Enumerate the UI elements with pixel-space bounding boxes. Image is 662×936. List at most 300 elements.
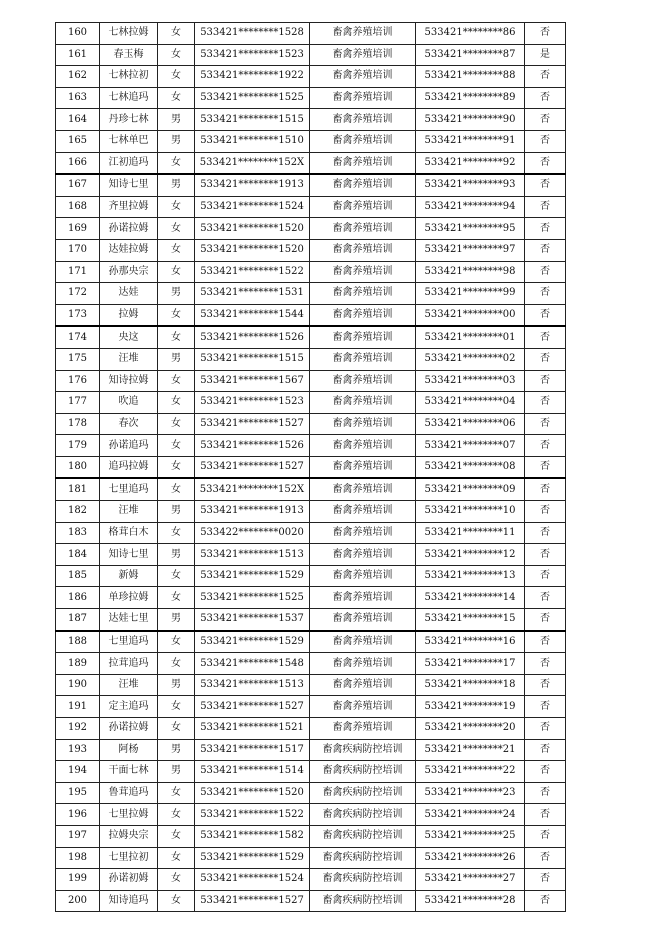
table-row — [56, 435, 566, 457]
row-number: 186 — [56, 587, 100, 609]
flag-cell: 否 — [525, 761, 566, 783]
gender-cell: 女 — [158, 587, 195, 609]
gender-cell: 男 — [158, 501, 195, 523]
table-row — [56, 66, 566, 88]
gender-cell: 女 — [158, 196, 195, 218]
gender-cell: 女 — [158, 782, 195, 804]
flag-cell: 否 — [525, 66, 566, 88]
id-number-cell: 533422********0020 — [195, 522, 310, 544]
id-number-cell: 533421********1526 — [195, 435, 310, 457]
gender-cell: 女 — [158, 696, 195, 718]
flag-cell: 否 — [525, 544, 566, 566]
flag-cell: 否 — [525, 674, 566, 696]
row-number: 183 — [56, 522, 100, 544]
trainee-name: 孙诺追玛 — [100, 435, 158, 457]
id-number-cell: 533421********1527 — [195, 696, 310, 718]
flag-cell: 否 — [525, 174, 566, 196]
table-row — [56, 261, 566, 283]
trainee-name: 吹追 — [100, 392, 158, 414]
account-number-cell: 533421********09 — [416, 478, 525, 500]
trainee-name: 汪堆 — [100, 348, 158, 370]
row-number: 172 — [56, 283, 100, 305]
table-row — [56, 674, 566, 696]
account-number-cell: 533421********12 — [416, 544, 525, 566]
course-name-cell: 畜禽养殖培训 — [310, 413, 416, 435]
row-number: 171 — [56, 261, 100, 283]
trainee-name: 汪堆 — [100, 674, 158, 696]
id-number-cell: 533421********1510 — [195, 130, 310, 152]
row-number: 175 — [56, 348, 100, 370]
row-number: 170 — [56, 239, 100, 261]
id-number-cell: 533421********1548 — [195, 653, 310, 675]
id-number-cell: 533421********1513 — [195, 674, 310, 696]
gender-cell: 男 — [158, 174, 195, 196]
course-name-cell: 畜禽养殖培训 — [310, 696, 416, 718]
course-name-cell: 畜禽养殖培训 — [310, 261, 416, 283]
row-number: 165 — [56, 130, 100, 152]
row-number: 185 — [56, 565, 100, 587]
table-row — [56, 413, 566, 435]
account-number-cell: 533421********27 — [416, 869, 525, 891]
table-row — [56, 23, 566, 45]
table-row — [56, 522, 566, 544]
gender-cell: 女 — [158, 261, 195, 283]
id-number-cell: 533421********1922 — [195, 66, 310, 88]
id-number-cell: 533421********1515 — [195, 348, 310, 370]
gender-cell: 女 — [158, 718, 195, 740]
trainee-name: 定主追玛 — [100, 696, 158, 718]
course-name-cell: 畜禽养殖培训 — [310, 501, 416, 523]
table-row — [56, 761, 566, 783]
id-number-cell: 533421********1517 — [195, 739, 310, 761]
course-name-cell: 畜禽养殖培训 — [310, 196, 416, 218]
flag-cell: 否 — [525, 370, 566, 392]
course-name-cell: 畜禽养殖培训 — [310, 435, 416, 457]
flag-cell: 否 — [525, 239, 566, 261]
gender-cell: 男 — [158, 739, 195, 761]
flag-cell: 否 — [525, 631, 566, 653]
trainee-name: 达娃 — [100, 283, 158, 305]
trainee-name: 知诗拉姆 — [100, 370, 158, 392]
row-number: 166 — [56, 152, 100, 174]
flag-cell: 否 — [525, 739, 566, 761]
id-number-cell: 533421********1529 — [195, 631, 310, 653]
trainee-name: 春玉梅 — [100, 44, 158, 66]
account-number-cell: 533421********21 — [416, 739, 525, 761]
account-number-cell: 533421********18 — [416, 674, 525, 696]
course-name-cell: 畜禽养殖培训 — [310, 522, 416, 544]
id-number-cell: 533421********1527 — [195, 456, 310, 478]
table-row — [56, 152, 566, 174]
account-number-cell: 533421********28 — [416, 890, 525, 912]
account-number-cell: 533421********01 — [416, 326, 525, 348]
gender-cell: 女 — [158, 370, 195, 392]
account-number-cell: 533421********04 — [416, 392, 525, 414]
row-number: 181 — [56, 478, 100, 500]
id-number-cell: 533421********1531 — [195, 283, 310, 305]
row-number: 188 — [56, 631, 100, 653]
course-name-cell: 畜禽养殖培训 — [310, 653, 416, 675]
course-name-cell: 畜禽养殖培训 — [310, 326, 416, 348]
gender-cell: 女 — [158, 23, 195, 45]
trainee-name: 七林拉姆 — [100, 23, 158, 45]
table-row — [56, 782, 566, 804]
gender-cell: 女 — [158, 392, 195, 414]
flag-cell: 否 — [525, 413, 566, 435]
flag-cell: 否 — [525, 326, 566, 348]
trainee-name: 干面七林 — [100, 761, 158, 783]
course-name-cell: 畜禽养殖培训 — [310, 239, 416, 261]
row-number: 193 — [56, 739, 100, 761]
course-name-cell: 畜禽养殖培训 — [310, 109, 416, 131]
trainee-name: 七林单巴 — [100, 130, 158, 152]
flag-cell: 否 — [525, 283, 566, 305]
id-number-cell: 533421********1529 — [195, 847, 310, 869]
trainee-name: 孙诺拉姆 — [100, 718, 158, 740]
id-number-cell: 533421********1527 — [195, 413, 310, 435]
gender-cell: 男 — [158, 674, 195, 696]
gender-cell: 女 — [158, 478, 195, 500]
row-number: 190 — [56, 674, 100, 696]
gender-cell: 女 — [158, 435, 195, 457]
id-number-cell: 533421********1513 — [195, 544, 310, 566]
row-number: 163 — [56, 87, 100, 109]
table-row — [56, 130, 566, 152]
id-number-cell: 533421********1523 — [195, 392, 310, 414]
table-row — [56, 631, 566, 653]
account-number-cell: 533421********87 — [416, 44, 525, 66]
gender-cell: 女 — [158, 152, 195, 174]
trainee-name: 齐里拉姆 — [100, 196, 158, 218]
table-row — [56, 890, 566, 912]
account-number-cell: 533421********00 — [416, 304, 525, 326]
table-row — [56, 283, 566, 305]
table-row — [56, 109, 566, 131]
account-number-cell: 533421********86 — [416, 23, 525, 45]
row-number: 199 — [56, 869, 100, 891]
account-number-cell: 533421********25 — [416, 825, 525, 847]
account-number-cell: 533421********99 — [416, 283, 525, 305]
gender-cell: 女 — [158, 653, 195, 675]
account-number-cell: 533421********03 — [416, 370, 525, 392]
course-name-cell: 畜禽养殖培训 — [310, 304, 416, 326]
id-number-cell: 533421********1520 — [195, 782, 310, 804]
row-number: 182 — [56, 501, 100, 523]
row-number: 198 — [56, 847, 100, 869]
row-number: 179 — [56, 435, 100, 457]
account-number-cell: 533421********98 — [416, 261, 525, 283]
account-number-cell: 533421********08 — [416, 456, 525, 478]
account-number-cell: 533421********23 — [416, 782, 525, 804]
id-number-cell: 533421********1525 — [195, 587, 310, 609]
course-name-cell: 畜禽疾病防控培训 — [310, 825, 416, 847]
gender-cell: 女 — [158, 522, 195, 544]
course-name-cell: 畜禽养殖培训 — [310, 130, 416, 152]
id-number-cell: 533421********1525 — [195, 87, 310, 109]
table-row — [56, 218, 566, 240]
flag-cell: 否 — [525, 653, 566, 675]
table-row — [56, 587, 566, 609]
account-number-cell: 533421********07 — [416, 435, 525, 457]
gender-cell: 男 — [158, 109, 195, 131]
course-name-cell: 畜禽疾病防控培训 — [310, 782, 416, 804]
flag-cell: 否 — [525, 782, 566, 804]
table-row — [56, 804, 566, 826]
flag-cell: 否 — [525, 456, 566, 478]
trainee-name: 孙诺初姆 — [100, 869, 158, 891]
gender-cell: 女 — [158, 565, 195, 587]
row-number: 160 — [56, 23, 100, 45]
row-number: 192 — [56, 718, 100, 740]
flag-cell: 否 — [525, 196, 566, 218]
row-number: 162 — [56, 66, 100, 88]
account-number-cell: 533421********90 — [416, 109, 525, 131]
course-name-cell: 畜禽养殖培训 — [310, 587, 416, 609]
course-name-cell: 畜禽养殖培训 — [310, 218, 416, 240]
gender-cell: 男 — [158, 544, 195, 566]
flag-cell: 否 — [525, 587, 566, 609]
id-number-cell: 533421********1526 — [195, 326, 310, 348]
row-number: 180 — [56, 456, 100, 478]
flag-cell: 否 — [525, 109, 566, 131]
table-row — [56, 869, 566, 891]
id-number-cell: 533421********1524 — [195, 869, 310, 891]
account-number-cell: 533421********93 — [416, 174, 525, 196]
course-name-cell: 畜禽养殖培训 — [310, 609, 416, 631]
table-row — [56, 174, 566, 196]
account-number-cell: 533421********11 — [416, 522, 525, 544]
account-number-cell: 533421********14 — [416, 587, 525, 609]
course-name-cell: 畜禽养殖培训 — [310, 565, 416, 587]
flag-cell: 否 — [525, 847, 566, 869]
flag-cell: 否 — [525, 501, 566, 523]
trainee-name: 春次 — [100, 413, 158, 435]
trainee-name: 七里拉初 — [100, 847, 158, 869]
account-number-cell: 533421********91 — [416, 130, 525, 152]
account-number-cell: 533421********95 — [416, 218, 525, 240]
gender-cell: 女 — [158, 890, 195, 912]
course-name-cell: 畜禽养殖培训 — [310, 631, 416, 653]
gender-cell: 女 — [158, 304, 195, 326]
row-number: 164 — [56, 109, 100, 131]
row-number: 194 — [56, 761, 100, 783]
trainee-name: 知诗追玛 — [100, 890, 158, 912]
flag-cell: 否 — [525, 435, 566, 457]
trainee-name: 七林追玛 — [100, 87, 158, 109]
course-name-cell: 畜禽养殖培训 — [310, 456, 416, 478]
course-name-cell: 畜禽养殖培训 — [310, 674, 416, 696]
trainee-name: 七里拉姆 — [100, 804, 158, 826]
account-number-cell: 533421********97 — [416, 239, 525, 261]
course-name-cell: 畜禽疾病防控培训 — [310, 890, 416, 912]
table-row — [56, 87, 566, 109]
id-number-cell: 533421********152X — [195, 152, 310, 174]
gender-cell: 女 — [158, 239, 195, 261]
trainee-name: 达娃拉姆 — [100, 239, 158, 261]
id-number-cell: 533421********1521 — [195, 718, 310, 740]
id-number-cell: 533421********1520 — [195, 218, 310, 240]
table-row — [56, 544, 566, 566]
gender-cell: 男 — [158, 609, 195, 631]
table-row — [56, 739, 566, 761]
flag-cell: 否 — [525, 565, 566, 587]
table-row — [56, 44, 566, 66]
flag-cell: 否 — [525, 478, 566, 500]
trainee-name: 达娃七里 — [100, 609, 158, 631]
account-number-cell: 533421********17 — [416, 653, 525, 675]
id-number-cell: 533421********1567 — [195, 370, 310, 392]
course-name-cell: 畜禽养殖培训 — [310, 66, 416, 88]
table-row — [56, 609, 566, 631]
trainee-name: 孙那央宗 — [100, 261, 158, 283]
gender-cell: 男 — [158, 130, 195, 152]
trainee-name: 新姆 — [100, 565, 158, 587]
flag-cell: 否 — [525, 522, 566, 544]
trainee-name: 格茸白木 — [100, 522, 158, 544]
trainee-name: 单珍拉姆 — [100, 587, 158, 609]
gender-cell: 女 — [158, 847, 195, 869]
trainee-name: 七里追玛 — [100, 478, 158, 500]
table-row — [56, 370, 566, 392]
row-number: 178 — [56, 413, 100, 435]
id-number-cell: 533421********1528 — [195, 23, 310, 45]
course-name-cell: 畜禽养殖培训 — [310, 392, 416, 414]
course-name-cell: 畜禽疾病防控培训 — [310, 739, 416, 761]
table-row — [56, 653, 566, 675]
gender-cell: 女 — [158, 87, 195, 109]
row-number: 161 — [56, 44, 100, 66]
course-name-cell: 畜禽养殖培训 — [310, 370, 416, 392]
account-number-cell: 533421********06 — [416, 413, 525, 435]
row-number: 187 — [56, 609, 100, 631]
table-row — [56, 348, 566, 370]
table-row — [56, 718, 566, 740]
gender-cell: 女 — [158, 825, 195, 847]
trainee-name: 知诗七里 — [100, 174, 158, 196]
course-name-cell: 畜禽疾病防控培训 — [310, 761, 416, 783]
trainee-name: 江初追玛 — [100, 152, 158, 174]
account-number-cell: 533421********20 — [416, 718, 525, 740]
table-row — [56, 478, 566, 500]
account-number-cell: 533421********26 — [416, 847, 525, 869]
flag-cell: 否 — [525, 696, 566, 718]
table-row — [56, 456, 566, 478]
course-name-cell: 畜禽养殖培训 — [310, 23, 416, 45]
flag-cell: 否 — [525, 869, 566, 891]
course-name-cell: 畜禽养殖培训 — [310, 348, 416, 370]
account-number-cell: 533421********10 — [416, 501, 525, 523]
id-number-cell: 533421********1522 — [195, 261, 310, 283]
flag-cell: 否 — [525, 804, 566, 826]
id-number-cell: 533421********1523 — [195, 44, 310, 66]
trainee-name: 孙诺拉姆 — [100, 218, 158, 240]
row-number: 176 — [56, 370, 100, 392]
flag-cell: 否 — [525, 392, 566, 414]
account-number-cell: 533421********94 — [416, 196, 525, 218]
gender-cell: 女 — [158, 326, 195, 348]
flag-cell: 否 — [525, 718, 566, 740]
account-number-cell: 533421********19 — [416, 696, 525, 718]
id-number-cell: 533421********1524 — [195, 196, 310, 218]
account-number-cell: 533421********13 — [416, 565, 525, 587]
row-number: 195 — [56, 782, 100, 804]
gender-cell: 女 — [158, 413, 195, 435]
course-name-cell: 畜禽疾病防控培训 — [310, 804, 416, 826]
gender-cell: 女 — [158, 456, 195, 478]
course-name-cell: 畜禽养殖培训 — [310, 544, 416, 566]
id-number-cell: 533421********1537 — [195, 609, 310, 631]
row-number: 173 — [56, 304, 100, 326]
trainee-name: 拉姆央宗 — [100, 825, 158, 847]
flag-cell: 否 — [525, 152, 566, 174]
flag-cell: 否 — [525, 609, 566, 631]
course-name-cell: 畜禽养殖培训 — [310, 87, 416, 109]
trainee-name: 丹珍七林 — [100, 109, 158, 131]
trainee-name: 知诗七里 — [100, 544, 158, 566]
roster-table-body — [56, 23, 566, 912]
id-number-cell: 533421********1514 — [195, 761, 310, 783]
course-name-cell: 畜禽养殖培训 — [310, 283, 416, 305]
trainee-name: 七林拉初 — [100, 66, 158, 88]
row-number: 168 — [56, 196, 100, 218]
trainee-name: 七里追玛 — [100, 631, 158, 653]
table-row — [56, 392, 566, 414]
id-number-cell: 533421********1544 — [195, 304, 310, 326]
flag-cell: 否 — [525, 23, 566, 45]
trainee-name: 拉茸追玛 — [100, 653, 158, 675]
id-number-cell: 533421********152X — [195, 478, 310, 500]
trainee-name: 拉姆 — [100, 304, 158, 326]
flag-cell: 否 — [525, 261, 566, 283]
table-row — [56, 825, 566, 847]
gender-cell: 男 — [158, 283, 195, 305]
flag-cell: 否 — [525, 825, 566, 847]
account-number-cell: 533421********89 — [416, 87, 525, 109]
course-name-cell: 畜禽养殖培训 — [310, 174, 416, 196]
trainee-name: 汪堆 — [100, 501, 158, 523]
trainee-name: 央这 — [100, 326, 158, 348]
flag-cell: 否 — [525, 130, 566, 152]
gender-cell: 女 — [158, 66, 195, 88]
gender-cell: 女 — [158, 869, 195, 891]
flag-cell: 否 — [525, 304, 566, 326]
flag-cell: 否 — [525, 890, 566, 912]
row-number: 184 — [56, 544, 100, 566]
row-number: 167 — [56, 174, 100, 196]
gender-cell: 男 — [158, 348, 195, 370]
table-row — [56, 847, 566, 869]
row-number: 169 — [56, 218, 100, 240]
trainee-name: 鲁茸追玛 — [100, 782, 158, 804]
account-number-cell: 533421********02 — [416, 348, 525, 370]
account-number-cell: 533421********24 — [416, 804, 525, 826]
trainee-name: 追玛拉姆 — [100, 456, 158, 478]
trainee-name: 阿杨 — [100, 739, 158, 761]
course-name-cell: 畜禽养殖培训 — [310, 718, 416, 740]
gender-cell: 男 — [158, 761, 195, 783]
flag-cell: 否 — [525, 218, 566, 240]
row-number: 177 — [56, 392, 100, 414]
table-row — [56, 239, 566, 261]
gender-cell: 女 — [158, 631, 195, 653]
id-number-cell: 533421********1527 — [195, 890, 310, 912]
id-number-cell: 533421********1520 — [195, 239, 310, 261]
gender-cell: 女 — [158, 218, 195, 240]
id-number-cell: 533421********1515 — [195, 109, 310, 131]
row-number: 189 — [56, 653, 100, 675]
flag-cell: 否 — [525, 87, 566, 109]
row-number: 200 — [56, 890, 100, 912]
